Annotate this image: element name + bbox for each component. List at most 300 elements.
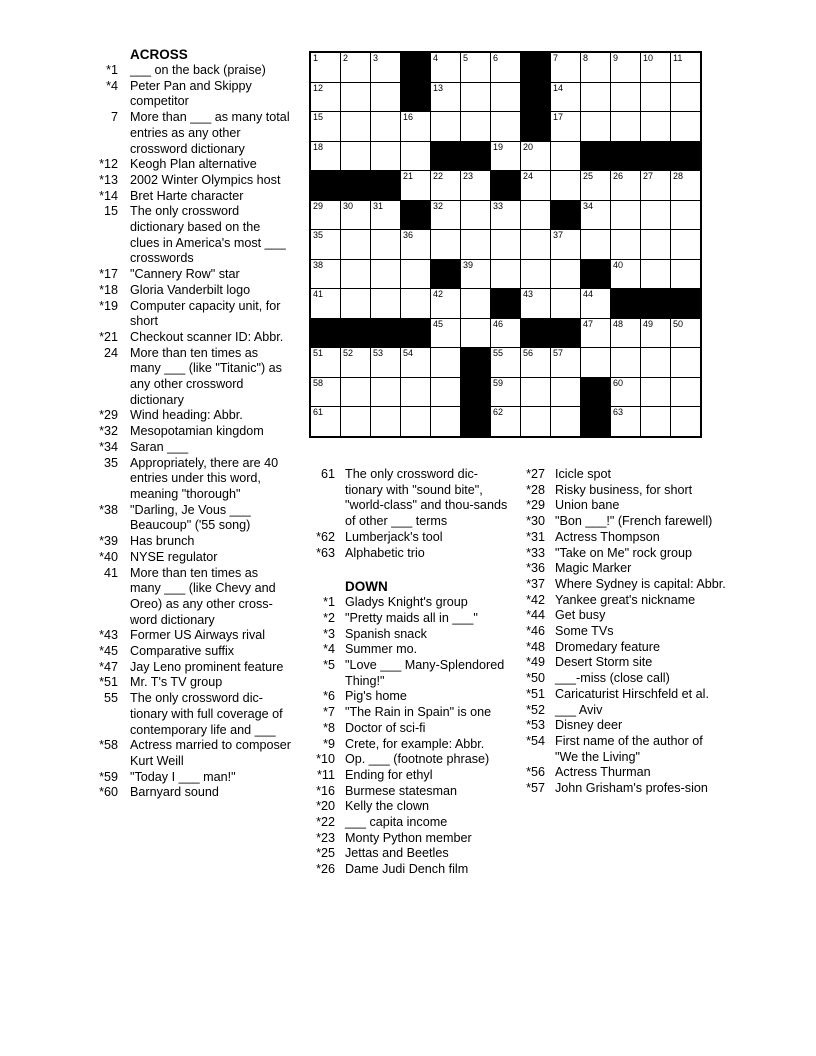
grid-cell[interactable]: [581, 112, 610, 141]
grid-cell[interactable]: [431, 319, 460, 348]
grid-cell-number: 34: [583, 200, 594, 211]
clue-text: "Take on Me" rock group: [555, 545, 693, 560]
clue-number: *5: [323, 658, 335, 673]
grid-cell[interactable]: [521, 201, 550, 230]
grid-cell-number: 38: [313, 259, 324, 270]
grid-cell-black: [521, 319, 550, 348]
grid-cell[interactable]: [341, 53, 370, 82]
grid-cell[interactable]: [491, 83, 520, 112]
grid-cell[interactable]: [491, 53, 520, 82]
clue-text: The only crossword dic-tionary with full coverage of contemporary life and ___: [130, 691, 283, 737]
clue-text: Crete, for example: Abbr.: [345, 736, 485, 751]
grid-cell[interactable]: [341, 407, 370, 436]
clue-text: Alphabetic trio: [345, 545, 425, 560]
clue-text: Spanish snack: [345, 626, 427, 641]
grid-cell[interactable]: [671, 201, 700, 230]
grid-cell[interactable]: [611, 319, 640, 348]
grid-cell-number: 1: [313, 53, 319, 63]
grid-cell[interactable]: [461, 112, 490, 141]
grid-cell[interactable]: [521, 171, 550, 200]
clue-item: [308, 467, 520, 530]
grid-cell-black: [461, 407, 490, 436]
grid-cell[interactable]: [461, 289, 490, 318]
grid-cell[interactable]: [341, 230, 370, 259]
clue-text: 2002 Winter Olympics host: [130, 172, 281, 187]
grid-cell[interactable]: [671, 230, 700, 259]
clue-item: [90, 408, 320, 424]
clue-text: Magic Marker: [555, 561, 632, 576]
clue-number: *42: [526, 592, 545, 607]
grid-cell[interactable]: [431, 230, 460, 259]
grid-cell-black: [671, 142, 700, 171]
clue-item: [90, 550, 320, 566]
grid-cell-number: 48: [613, 318, 624, 329]
grid-cell[interactable]: [581, 53, 610, 82]
clue-item: [308, 705, 520, 721]
clue-item: [308, 627, 520, 643]
clue-text: Icicle spot: [555, 467, 611, 481]
clue-item: [518, 593, 750, 609]
clue-number: *12: [99, 157, 118, 172]
grid-cell[interactable]: [461, 201, 490, 230]
grid-cell[interactable]: [431, 378, 460, 407]
clue-text: John Grisham's profes-sion: [555, 781, 708, 796]
clue-text: Computer capacity unit, for short: [130, 298, 281, 329]
across-clues-column: [90, 46, 320, 801]
grid-cell[interactable]: [371, 230, 400, 259]
grid-cell-number: 50: [673, 318, 684, 329]
grid-cell-number: 35: [313, 230, 324, 240]
clue-item: [518, 734, 750, 765]
clue-item: [518, 703, 750, 719]
crossword-grid[interactable]: [309, 51, 702, 438]
clue-item: [90, 110, 320, 157]
grid-cell[interactable]: [371, 378, 400, 407]
grid-cell-black: [491, 171, 520, 200]
grid-cell[interactable]: [641, 407, 670, 436]
clue-number: *30: [526, 514, 545, 529]
clue-number: *49: [526, 655, 545, 670]
grid-cell[interactable]: [311, 348, 340, 377]
clue-number: *34: [99, 439, 118, 454]
grid-cell[interactable]: [461, 171, 490, 200]
grid-cell-number: 21: [403, 171, 414, 181]
grid-cell[interactable]: [431, 171, 460, 200]
grid-cell[interactable]: [551, 171, 580, 200]
grid-cell[interactable]: [521, 230, 550, 259]
grid-cell[interactable]: [581, 319, 610, 348]
down-clue-list-1: [308, 595, 520, 878]
grid-cell-number: 33: [493, 200, 504, 211]
grid-cell[interactable]: [341, 289, 370, 318]
grid-cell[interactable]: [611, 348, 640, 377]
grid-cell[interactable]: [581, 289, 610, 318]
grid-cell[interactable]: [551, 407, 580, 436]
grid-cell[interactable]: [491, 260, 520, 289]
grid-cell-number: 25: [583, 171, 594, 181]
clue-item: [518, 498, 750, 514]
clue-number: *29: [99, 408, 118, 423]
down-header: DOWN: [345, 579, 388, 595]
grid-cell[interactable]: [461, 53, 490, 82]
grid-cell-black: [491, 289, 520, 318]
grid-cell[interactable]: [641, 53, 670, 82]
grid-cell[interactable]: [431, 201, 460, 230]
clue-text: Gloria Vanderbilt logo: [130, 282, 251, 297]
across-continued-clue-list: [308, 467, 520, 561]
grid-cell[interactable]: [401, 142, 430, 171]
grid-cell[interactable]: [671, 83, 700, 112]
grid-cell-black: [581, 378, 610, 407]
grid-cell-black: [641, 142, 670, 171]
grid-cell-black: [401, 201, 430, 230]
grid-cell-number: 42: [433, 289, 444, 299]
clue-item: [90, 660, 320, 676]
grid-cell-number: 10: [643, 53, 654, 63]
clue-number: *46: [526, 624, 545, 639]
grid-cell[interactable]: [401, 289, 430, 318]
clue-number: *1: [323, 595, 335, 610]
grid-cell[interactable]: [521, 348, 550, 377]
grid-cell[interactable]: [551, 230, 580, 259]
grid-cell[interactable]: [491, 348, 520, 377]
grid-cell[interactable]: [311, 201, 340, 230]
grid-cell[interactable]: [371, 260, 400, 289]
clue-item: [90, 63, 320, 79]
grid-cell-black: [611, 289, 640, 318]
grid-cell[interactable]: [371, 201, 400, 230]
clue-text: Kelly the clown: [345, 799, 429, 814]
grid-cell[interactable]: [641, 201, 670, 230]
clue-item: [308, 595, 520, 611]
grid-cell[interactable]: [341, 112, 370, 141]
grid-cell[interactable]: [581, 230, 610, 259]
clue-item: [518, 655, 750, 671]
grid-cell-number: 24: [523, 171, 534, 181]
grid-cell-black: [341, 171, 370, 200]
grid-cell[interactable]: [401, 260, 430, 289]
clue-number: *51: [99, 675, 118, 690]
grid-cell[interactable]: [551, 260, 580, 289]
clue-number: 7: [110, 110, 118, 125]
grid-cell[interactable]: [671, 348, 700, 377]
grid-cell[interactable]: [611, 201, 640, 230]
grid-cell-number: 49: [643, 318, 654, 329]
clue-item: [518, 671, 750, 687]
grid-cell[interactable]: [641, 230, 670, 259]
grid-cell[interactable]: [311, 378, 340, 407]
grid-cell-black: [401, 53, 430, 82]
grid-cell[interactable]: [341, 260, 370, 289]
grid-cell[interactable]: [551, 289, 580, 318]
grid-cell-black: [521, 83, 550, 112]
clue-item: [518, 561, 750, 577]
clue-number: *17: [99, 267, 118, 282]
grid-cell[interactable]: [431, 112, 460, 141]
grid-cell-number: 40: [613, 259, 624, 270]
grid-cell-black: [371, 319, 400, 348]
clue-item: [308, 737, 520, 753]
grid-cell-black: [311, 171, 340, 200]
grid-cell-number: 57: [553, 348, 564, 358]
grid-cell[interactable]: [581, 171, 610, 200]
clue-item: [308, 752, 520, 768]
down-clue-list-2: [518, 467, 750, 797]
bottom-right-clues-column: [518, 467, 750, 797]
clue-text: Where Sydney is capital: Abbr.: [555, 576, 726, 591]
grid-cell[interactable]: [341, 142, 370, 171]
clue-text: The only crossword dictionary based on the clues in America's most ___ crosswords: [130, 204, 286, 266]
clue-item: [308, 831, 520, 847]
clue-text: Jettas and Beetles: [345, 846, 449, 861]
grid-cell[interactable]: [311, 142, 340, 171]
clue-number: 41: [103, 565, 118, 580]
grid-cell[interactable]: [581, 348, 610, 377]
clue-text: Wind heading: Abbr.: [130, 408, 243, 423]
grid-cell[interactable]: [611, 171, 640, 200]
grid-cell[interactable]: [491, 142, 520, 171]
grid-cell-black: [461, 348, 490, 377]
grid-cell[interactable]: [491, 112, 520, 141]
grid-cell[interactable]: [581, 201, 610, 230]
clue-number: *27: [526, 467, 545, 481]
grid-cell[interactable]: [431, 289, 460, 318]
clue-text: More than ___ as many total entries as any other crossword dictionary: [130, 110, 290, 156]
clue-text: "Bon ___!" (French farewell): [555, 514, 713, 529]
grid-cell[interactable]: [611, 53, 640, 82]
grid-cell[interactable]: [461, 260, 490, 289]
grid-cell[interactable]: [641, 112, 670, 141]
grid-cell-black: [401, 83, 430, 112]
grid-cell[interactable]: [401, 348, 430, 377]
grid-cell[interactable]: [431, 407, 460, 436]
grid-cell[interactable]: [551, 142, 580, 171]
clue-number: *16: [316, 783, 335, 798]
grid-cell[interactable]: [611, 407, 640, 436]
clue-item: [90, 738, 320, 769]
grid-cell[interactable]: [641, 378, 670, 407]
grid-cell-number: 13: [433, 82, 444, 93]
grid-cell-number: 58: [313, 377, 324, 388]
grid-cell[interactable]: [491, 230, 520, 259]
grid-cell[interactable]: [551, 378, 580, 407]
grid-cell[interactable]: [461, 230, 490, 259]
clue-item: [90, 628, 320, 644]
grid-cell[interactable]: [341, 83, 370, 112]
grid-cell-number: 9: [613, 53, 619, 63]
clue-number: *22: [316, 815, 335, 830]
grid-cell[interactable]: [491, 407, 520, 436]
grid-cell[interactable]: [551, 83, 580, 112]
clue-text: Actress married to composer Kurt Weill: [130, 738, 291, 768]
clue-item: [90, 566, 320, 629]
grid-cell[interactable]: [521, 260, 550, 289]
clue-text: "Cannery Row" star: [130, 267, 240, 282]
clue-text: Dromedary feature: [555, 639, 660, 654]
grid-cell[interactable]: [611, 230, 640, 259]
clue-item: [308, 546, 520, 562]
grid-cell[interactable]: [641, 348, 670, 377]
grid-cell[interactable]: [581, 83, 610, 112]
grid-cell[interactable]: [401, 112, 430, 141]
grid-cell-number: 28: [673, 171, 684, 181]
grid-cell[interactable]: [371, 407, 400, 436]
grid-cell[interactable]: [371, 289, 400, 318]
grid-cell-number: 26: [613, 171, 624, 181]
grid-cell[interactable]: [371, 348, 400, 377]
grid-cell[interactable]: [521, 407, 550, 436]
clue-number: *23: [316, 830, 335, 845]
clue-text: Jay Leno prominent feature: [130, 659, 284, 674]
clue-number: *32: [99, 424, 118, 439]
clue-text: More than ten times as many ___ (like "Titanic") as any other crossword dictionary: [130, 345, 282, 407]
grid-cell[interactable]: [671, 319, 700, 348]
grid-cell[interactable]: [401, 378, 430, 407]
grid-cell[interactable]: [371, 53, 400, 82]
grid-cell[interactable]: [311, 230, 340, 259]
grid-cell[interactable]: [641, 260, 670, 289]
grid-cell[interactable]: [551, 348, 580, 377]
grid-cell[interactable]: [311, 53, 340, 82]
grid-cell-number: 14: [553, 82, 564, 93]
grid-cell-number: 23: [463, 171, 474, 181]
grid-cell[interactable]: [401, 407, 430, 436]
clue-text: Actress Thompson: [555, 529, 660, 544]
clue-number: *3: [323, 626, 335, 641]
clue-text: "Darling, Je Vous ___ Beaucoup" ('55 song): [130, 502, 251, 533]
grid-cell-number: 62: [493, 407, 504, 417]
clue-number: *60: [99, 785, 118, 800]
grid-cell-black: [581, 407, 610, 436]
grid-cell-black: [611, 142, 640, 171]
clue-text: Caricaturist Hirschfeld et al.: [555, 686, 709, 701]
clue-text: Ending for ethyl: [345, 767, 433, 782]
clue-text: Monty Python member: [345, 830, 472, 845]
grid-cell[interactable]: [551, 53, 580, 82]
grid-cell[interactable]: [671, 378, 700, 407]
grid-cell[interactable]: [491, 201, 520, 230]
clue-item: [518, 514, 750, 530]
clue-number: *13: [99, 172, 118, 187]
grid-cell[interactable]: [431, 83, 460, 112]
clue-item: [90, 157, 320, 173]
grid-cell-number: 7: [553, 53, 559, 63]
clue-text: "Pretty maids all in ___": [345, 610, 478, 625]
grid-cell[interactable]: [641, 83, 670, 112]
clue-number: *31: [526, 529, 545, 544]
clue-item: [90, 534, 320, 550]
clue-number: *10: [316, 752, 335, 767]
clue-text: Peter Pan and Skippy competitor: [130, 78, 252, 109]
grid-cell-number: 4: [433, 53, 439, 63]
grid-cell-number: 36: [403, 230, 414, 240]
clue-item: [518, 608, 750, 624]
grid-cell-number: 53: [373, 348, 384, 358]
clue-number: *44: [526, 608, 545, 623]
clue-item: [90, 79, 320, 110]
clue-number: *62: [316, 529, 335, 544]
clue-text: Appropriately, there are 40 entries under this word, meaning "thorough": [130, 455, 279, 501]
clue-number: *19: [99, 298, 118, 313]
clue-text: "Today I ___ man!": [130, 769, 236, 784]
clue-text: NYSE regulator: [130, 549, 218, 564]
grid-cell[interactable]: [641, 171, 670, 200]
grid-cell[interactable]: [371, 142, 400, 171]
grid-cell[interactable]: [611, 378, 640, 407]
grid-cell[interactable]: [311, 260, 340, 289]
grid-cell[interactable]: [371, 83, 400, 112]
grid-cell-black: [671, 289, 700, 318]
grid-cell[interactable]: [611, 83, 640, 112]
grid-cell-number: 19: [493, 141, 504, 152]
grid-cell[interactable]: [311, 289, 340, 318]
grid-cell[interactable]: [551, 112, 580, 141]
grid-cell[interactable]: [641, 319, 670, 348]
grid-cell[interactable]: [521, 289, 550, 318]
grid-cell[interactable]: [671, 260, 700, 289]
grid-cell[interactable]: [341, 348, 370, 377]
clue-text: Barnyard sound: [130, 785, 219, 800]
grid-cell[interactable]: [341, 201, 370, 230]
bottom-middle-clues-column: [308, 467, 520, 878]
grid-cell[interactable]: [311, 83, 340, 112]
clue-item: [308, 768, 520, 784]
grid-cell-black: [431, 260, 460, 289]
grid-cell[interactable]: [341, 378, 370, 407]
grid-cell[interactable]: [671, 407, 700, 436]
grid-cell-black: [341, 319, 370, 348]
grid-cell[interactable]: [461, 83, 490, 112]
clue-text: Saran ___: [130, 439, 189, 454]
grid-cell[interactable]: [311, 112, 340, 141]
clue-number: *7: [323, 705, 335, 720]
grid-cell[interactable]: [491, 378, 520, 407]
grid-cell[interactable]: [611, 260, 640, 289]
grid-cell[interactable]: [491, 319, 520, 348]
clue-text: "The Rain in Spain" is one: [345, 705, 492, 720]
grid-cell[interactable]: [671, 53, 700, 82]
grid-cell-number: 30: [343, 200, 354, 211]
grid-cell[interactable]: [671, 112, 700, 141]
clue-item: [90, 299, 320, 330]
grid-cell[interactable]: [611, 112, 640, 141]
grid-cell-black: [311, 319, 340, 348]
clue-number: *11: [317, 767, 335, 782]
grid-cell[interactable]: [521, 142, 550, 171]
clue-item: [518, 546, 750, 562]
grid-cell-number: 6: [493, 53, 499, 63]
clue-text: The only crossword dic-tionary with "sound bite", "world-class" and thou-sands of other ___ terms: [345, 467, 508, 529]
grid-cell[interactable]: [401, 230, 430, 259]
grid-cell-number: 11: [673, 53, 683, 63]
grid-cell[interactable]: [311, 407, 340, 436]
clue-item: [518, 781, 750, 797]
grid-cell-number: 29: [313, 200, 324, 211]
clue-text: Mesopotamian kingdom: [130, 424, 264, 439]
clue-text: ___ on the back (praise): [130, 63, 266, 77]
grid-cell[interactable]: [401, 171, 430, 200]
grid-cell[interactable]: [431, 53, 460, 82]
grid-cell[interactable]: [431, 348, 460, 377]
grid-cell[interactable]: [671, 171, 700, 200]
clue-item: [90, 440, 320, 456]
grid-cell[interactable]: [521, 378, 550, 407]
grid-cell-black: [521, 53, 550, 82]
grid-cell-number: 56: [523, 348, 534, 358]
clue-item: [308, 721, 520, 737]
grid-cell[interactable]: [371, 112, 400, 141]
grid-cell[interactable]: [461, 319, 490, 348]
